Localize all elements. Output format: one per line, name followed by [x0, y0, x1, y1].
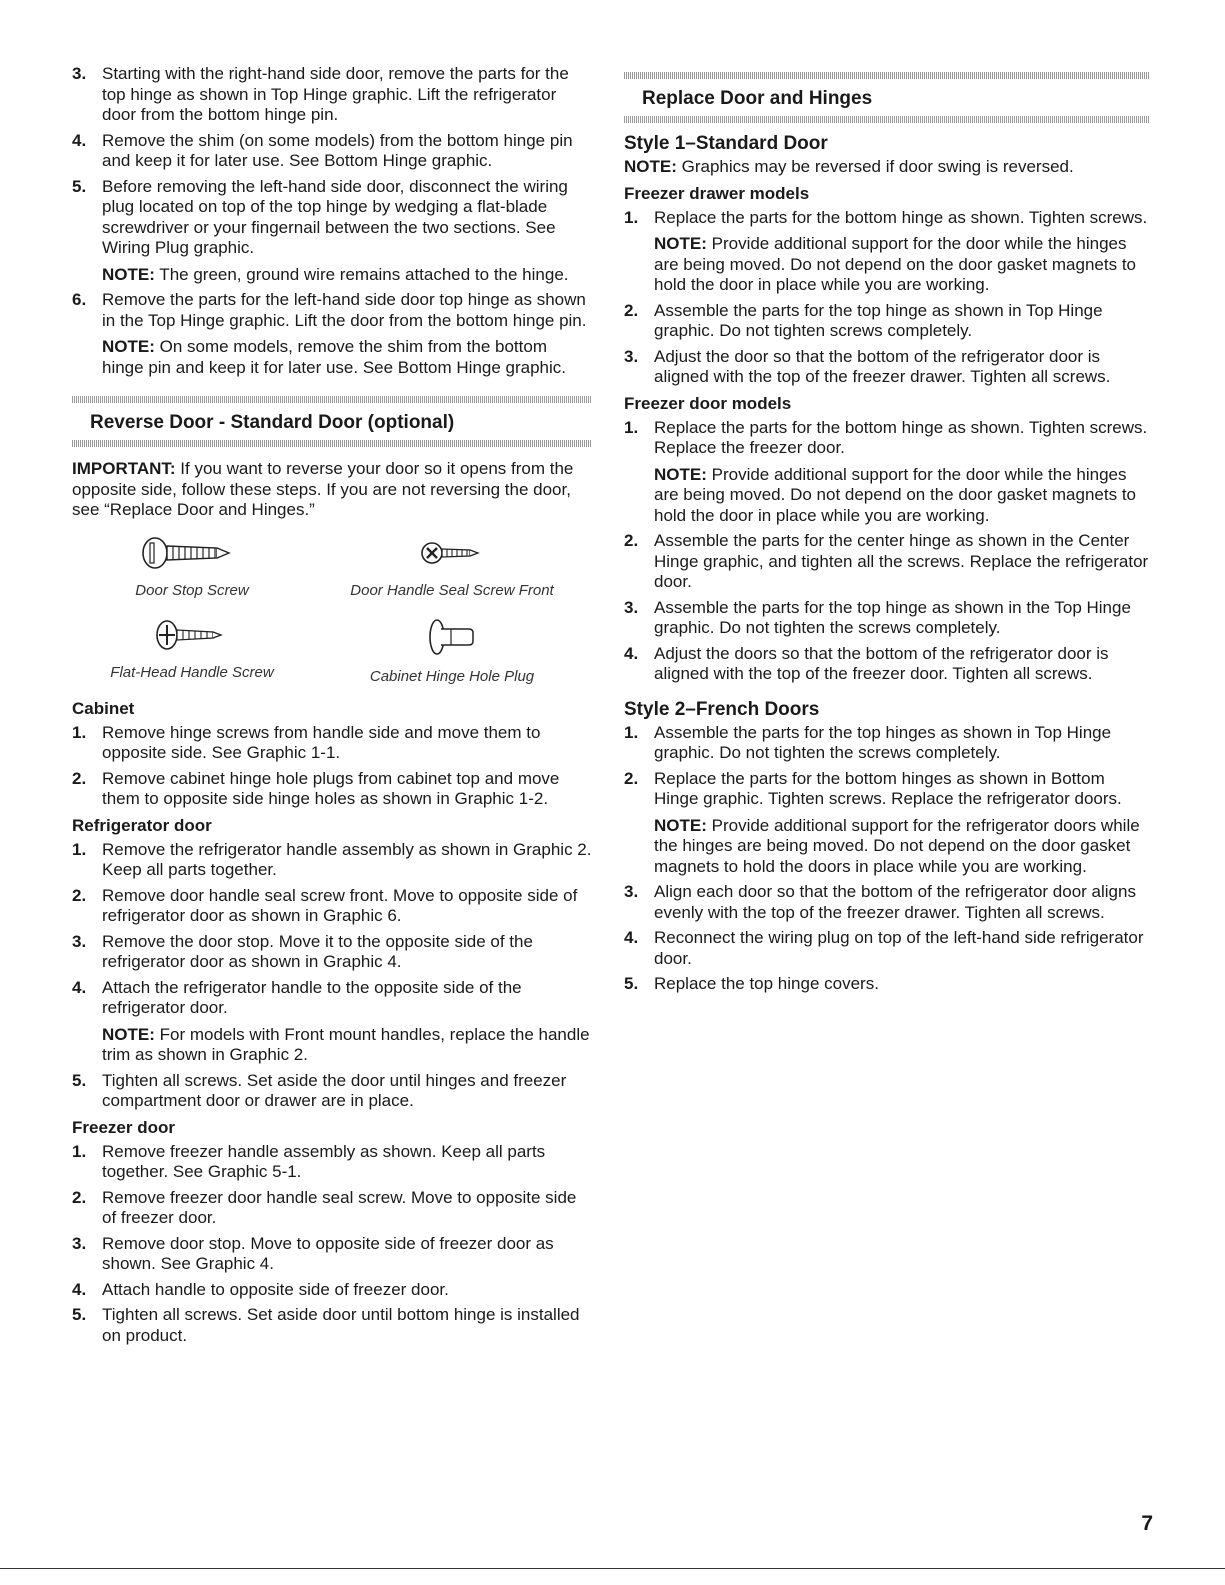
step-item [72, 932, 592, 973]
step-number: 3. [624, 597, 639, 617]
important-paragraph [72, 459, 592, 521]
style1-note [624, 157, 1149, 178]
door-stop-screw-caption: Door Stop Screw [135, 581, 249, 599]
step-item [624, 598, 1149, 639]
freezer-door-model-steps [624, 418, 1149, 685]
step-number: 4. [72, 977, 87, 997]
step-text: Starting with the right-hand side door, remove the parts for the top hinge as shown in Top Hinge graphic. Lift the refrigerator door from the bottom hinge pin. [102, 64, 569, 124]
freezer-drawer-steps [624, 208, 1149, 388]
door-handle-seal-screw-part [322, 535, 582, 599]
step-note [102, 337, 592, 378]
note-text: Provide additional support for the refrigerator doors while the hinges are being moved. Do not depend on the door gasket magnets to hold the doors in place while you are working. [654, 815, 1140, 876]
section-bar-bottom [624, 116, 1149, 123]
step-number: 1. [72, 722, 87, 742]
note-label: NOTE: [654, 815, 707, 835]
freezer-door-models-heading: Freezer door models [624, 393, 792, 413]
refrigerator-door-steps [72, 840, 592, 1112]
section-bar-top [72, 396, 592, 403]
step-text: Remove door handle seal screw front. Move to opposite side of refrigerator door as shown in Graphic 6. [102, 885, 578, 925]
step-item [72, 1142, 592, 1183]
style1-heading: Style 1–Standard Door [624, 133, 828, 154]
note-label: NOTE: [102, 337, 155, 356]
step-text: Adjust the door so that the bottom of the refrigerator door is aligned with the top of the freezer drawer. Tighten all screws. [654, 346, 1111, 386]
note-text: Provide additional support for the door while the hinges are being moved. Do not depend on the door gasket magnets to hold the door in place while you are working. [654, 234, 1136, 294]
note-text: Provide additional support for the door while the hinges are being moved. Do not depend on the door gasket magnets to hold the door in place while you are working. [654, 464, 1136, 525]
flat-head-handle-screw-icon [147, 617, 237, 653]
step-body [654, 418, 1149, 527]
step-body [102, 1188, 592, 1229]
step-body [102, 1280, 592, 1301]
step-body [102, 840, 592, 881]
step-text: Attach handle to opposite side of freezer door. [102, 1279, 449, 1299]
step-body [102, 1305, 592, 1346]
right-column [624, 72, 1149, 1000]
step-item [624, 418, 1149, 527]
step-text: Remove freezer handle assembly as shown. Keep all parts together. See Graphic 5-1. [102, 1141, 546, 1181]
parts-illustrations [72, 535, 592, 695]
section-bar-bottom [72, 440, 592, 447]
step-body [654, 974, 1149, 995]
page-number: 7 [1141, 1512, 1153, 1535]
door-handle-seal-screw-icon [412, 535, 492, 571]
step-number: 3. [624, 346, 639, 366]
step-item [72, 978, 592, 1066]
step-text: Reconnect the wiring plug on top of the left-hand side refrigerator door. [654, 928, 1144, 968]
step-body [102, 177, 592, 286]
step-item [624, 301, 1149, 342]
removal-steps [72, 64, 592, 378]
note-text: Graphics may be reversed if door swing is reversed. [676, 157, 1074, 176]
step-number: 1. [624, 207, 639, 227]
step-text: Adjust the doors so that the bottom of the refrigerator door is aligned with the top of the freezer door. Tighten all screws. [654, 643, 1109, 683]
section-title: Reverse Door - Standard Door (optional) [90, 412, 455, 433]
step-item [624, 928, 1149, 969]
step-body [102, 64, 592, 126]
step-body [654, 531, 1149, 593]
step-text: Tighten all screws. Set aside door until bottom hinge is installed on product. [102, 1305, 580, 1345]
important-text: If you want to reverse your door so it opens from the opposite side, follow these steps. If you are not reversing the door, see “Replace Door and Hinges.” [72, 459, 574, 519]
step-item [624, 882, 1149, 923]
step-note [654, 816, 1149, 878]
step-body [654, 598, 1149, 639]
step-note [102, 1025, 592, 1066]
step-body [102, 723, 592, 764]
step-body [102, 1234, 592, 1275]
step-text: Assemble the parts for the center hinge as shown in the Center Hinge graphic, and tighten all the screws. Replace the refrigerator door. [654, 531, 1149, 591]
step-body [102, 1071, 592, 1112]
step-number: 4. [624, 928, 639, 947]
step-number: 3. [72, 931, 87, 951]
step-item [624, 974, 1149, 995]
step-note [654, 465, 1149, 527]
step-text: Remove door stop. Move to opposite side of freezer door as shown. See Graphic 4. [102, 1233, 554, 1273]
note-label: NOTE: [624, 157, 677, 176]
step-number: 4. [72, 130, 87, 150]
door-stop-screw-part [72, 535, 312, 599]
freezer-door-heading: Freezer door [72, 1117, 175, 1137]
step-text: Assemble the parts for the top hinges as shown in Top Hinge graphic. Do not tighten the screws completely. [654, 722, 1112, 762]
step-item [72, 840, 592, 881]
step-body [102, 1142, 592, 1183]
note-text: The green, ground wire remains attached to the hinge. [154, 264, 569, 284]
step-body [102, 769, 592, 810]
step-item [72, 177, 592, 286]
step-number: 5. [72, 1305, 87, 1324]
cabinet-hinge-hole-plug-caption: Cabinet Hinge Hole Plug [369, 667, 535, 685]
step-number: 2. [624, 300, 639, 320]
step-number: 2. [72, 885, 87, 905]
door-stop-screw-icon [137, 535, 247, 571]
step-number: 2. [72, 768, 87, 788]
note-label: NOTE: [102, 1024, 155, 1044]
door-handle-seal-screw-caption: Door Handle Seal Screw Front [350, 581, 554, 599]
step-note [654, 234, 1149, 296]
step-number: 1. [624, 722, 639, 742]
note-label: NOTE: [654, 234, 707, 253]
step-text: Align each door so that the bottom of the refrigerator door aligns evenly with the top of the freezer drawer. Tighten all screws. [654, 882, 1136, 922]
step-body [654, 769, 1149, 878]
cabinet-hinge-hole-plug-icon [407, 617, 497, 657]
step-number: 5. [624, 974, 639, 993]
step-body [102, 290, 592, 378]
section-bar-top [624, 72, 1149, 79]
step-body [654, 208, 1149, 296]
step-text: Replace the parts for the bottom hinges as shown in Bottom Hinge graphic. Tighten screws. Replace the refrigerator doors. [654, 768, 1122, 808]
step-number: 2. [624, 768, 639, 788]
step-number: 5. [72, 176, 87, 196]
step-text: Replace the parts for the bottom hinge as shown. Tighten screws. [654, 207, 1148, 227]
style2-heading: Style 2–French Doors [624, 698, 820, 720]
step-body [654, 347, 1149, 388]
step-item [72, 1280, 592, 1301]
step-body [102, 886, 592, 927]
section-title: Replace Door and Hinges [642, 88, 873, 109]
step-text: Remove cabinet hinge hole plugs from cabinet top and move them to opposite side hinge holes as shown in Graphic 1-2. [102, 768, 560, 808]
step-item [72, 723, 592, 764]
step-body [654, 723, 1149, 764]
step-body [654, 644, 1149, 685]
step-note [102, 265, 592, 286]
step-number: 1. [72, 1141, 87, 1161]
step-text: Assemble the parts for the top hinge as shown in Top Hinge graphic. Do not tighten screws completely. [654, 300, 1103, 340]
step-text: Remove the shim (on some models) from the bottom hinge pin and keep it for later use. See Bottom Hinge graphic. [102, 130, 573, 170]
step-text: Tighten all screws. Set aside the door until hinges and freezer compartment door or drawer are in place. [102, 1070, 567, 1110]
replace-door-section [624, 72, 1149, 123]
note-label: NOTE: [102, 264, 155, 284]
step-item [72, 769, 592, 810]
step-item [624, 723, 1149, 764]
refrigerator-door-heading: Refrigerator door [72, 815, 212, 835]
freezer-door-steps [72, 1142, 592, 1347]
flat-head-handle-screw-caption: Flat-Head Handle Screw [110, 663, 274, 681]
step-body [102, 131, 592, 172]
step-text: Before removing the left-hand side door, disconnect the wiring plug located on top of the top hinge by wedging a flat-blade screwdriver or your fingernail between the two sections. See Wiring Plug graphic. [102, 176, 568, 257]
note-text: For models with Front mount handles, replace the handle trim as shown in Graphic 2. [102, 1024, 590, 1064]
step-body [654, 882, 1149, 923]
step-number: 3. [624, 882, 639, 901]
step-item [72, 1188, 592, 1229]
step-body [102, 932, 592, 973]
cabinet-steps [72, 723, 592, 810]
step-text: Assemble the parts for the top hinge as shown in the Top Hinge graphic. Do not tighten the screws completely. [654, 597, 1131, 637]
step-text: Replace the top hinge covers. [654, 974, 879, 993]
step-item [624, 347, 1149, 388]
step-text: Remove hinge screws from handle side and move them to opposite side. See Graphic 1-1. [102, 722, 541, 762]
step-number: 1. [72, 839, 87, 859]
step-text: Remove the parts for the left-hand side door top hinge as shown in the Top Hinge graphic. Lift the door from the bottom hinge pin. [102, 290, 587, 330]
note-label: NOTE: [654, 464, 707, 484]
cabinet-heading: Cabinet [72, 698, 135, 718]
step-item [72, 1234, 592, 1275]
step-number: 6. [72, 290, 87, 309]
step-item [624, 208, 1149, 296]
step-item [624, 644, 1149, 685]
step-item [72, 131, 592, 172]
step-text: Attach the refrigerator handle to the opposite side of the refrigerator door. [102, 977, 522, 1017]
step-item [624, 769, 1149, 878]
left-column [72, 64, 592, 1351]
step-number: 3. [72, 1233, 87, 1253]
step-item [72, 1071, 592, 1112]
important-label: IMPORTANT: [72, 459, 176, 478]
step-body [654, 928, 1149, 969]
step-text: Remove freezer door handle seal screw. Move to opposite side of freezer door. [102, 1187, 577, 1227]
step-text: Replace the parts for the bottom hinge as shown. Tighten screws. Replace the freezer door. [654, 417, 1148, 457]
cabinet-hinge-hole-plug-part [322, 617, 582, 685]
flat-head-handle-screw-part [72, 617, 312, 681]
step-number: 4. [72, 1279, 87, 1299]
step-number: 2. [72, 1187, 87, 1207]
step-body [654, 301, 1149, 342]
step-text: Remove the refrigerator handle assembly as shown in Graphic 2. Keep all parts together. [102, 839, 592, 879]
reverse-door-section [72, 396, 592, 447]
step-number: 4. [624, 643, 639, 663]
step-number: 3. [72, 64, 87, 83]
step-item [72, 290, 592, 378]
note-text: On some models, remove the shim from the bottom hinge pin and keep it for later use. See Bottom Hinge graphic. [102, 337, 567, 377]
bottom-rule [0, 1568, 1225, 1569]
step-number: 1. [624, 417, 639, 437]
step-text: Remove the door stop. Move it to the opposite side of the refrigerator door as shown in Graphic 4. [102, 931, 533, 971]
french-door-steps [624, 723, 1149, 995]
freezer-drawer-models-heading: Freezer drawer models [624, 183, 810, 203]
step-item [624, 531, 1149, 593]
step-item [72, 64, 592, 126]
step-number: 5. [72, 1070, 87, 1090]
step-item [72, 1305, 592, 1346]
step-item [72, 886, 592, 927]
step-body [102, 978, 592, 1066]
step-number: 2. [624, 531, 639, 550]
